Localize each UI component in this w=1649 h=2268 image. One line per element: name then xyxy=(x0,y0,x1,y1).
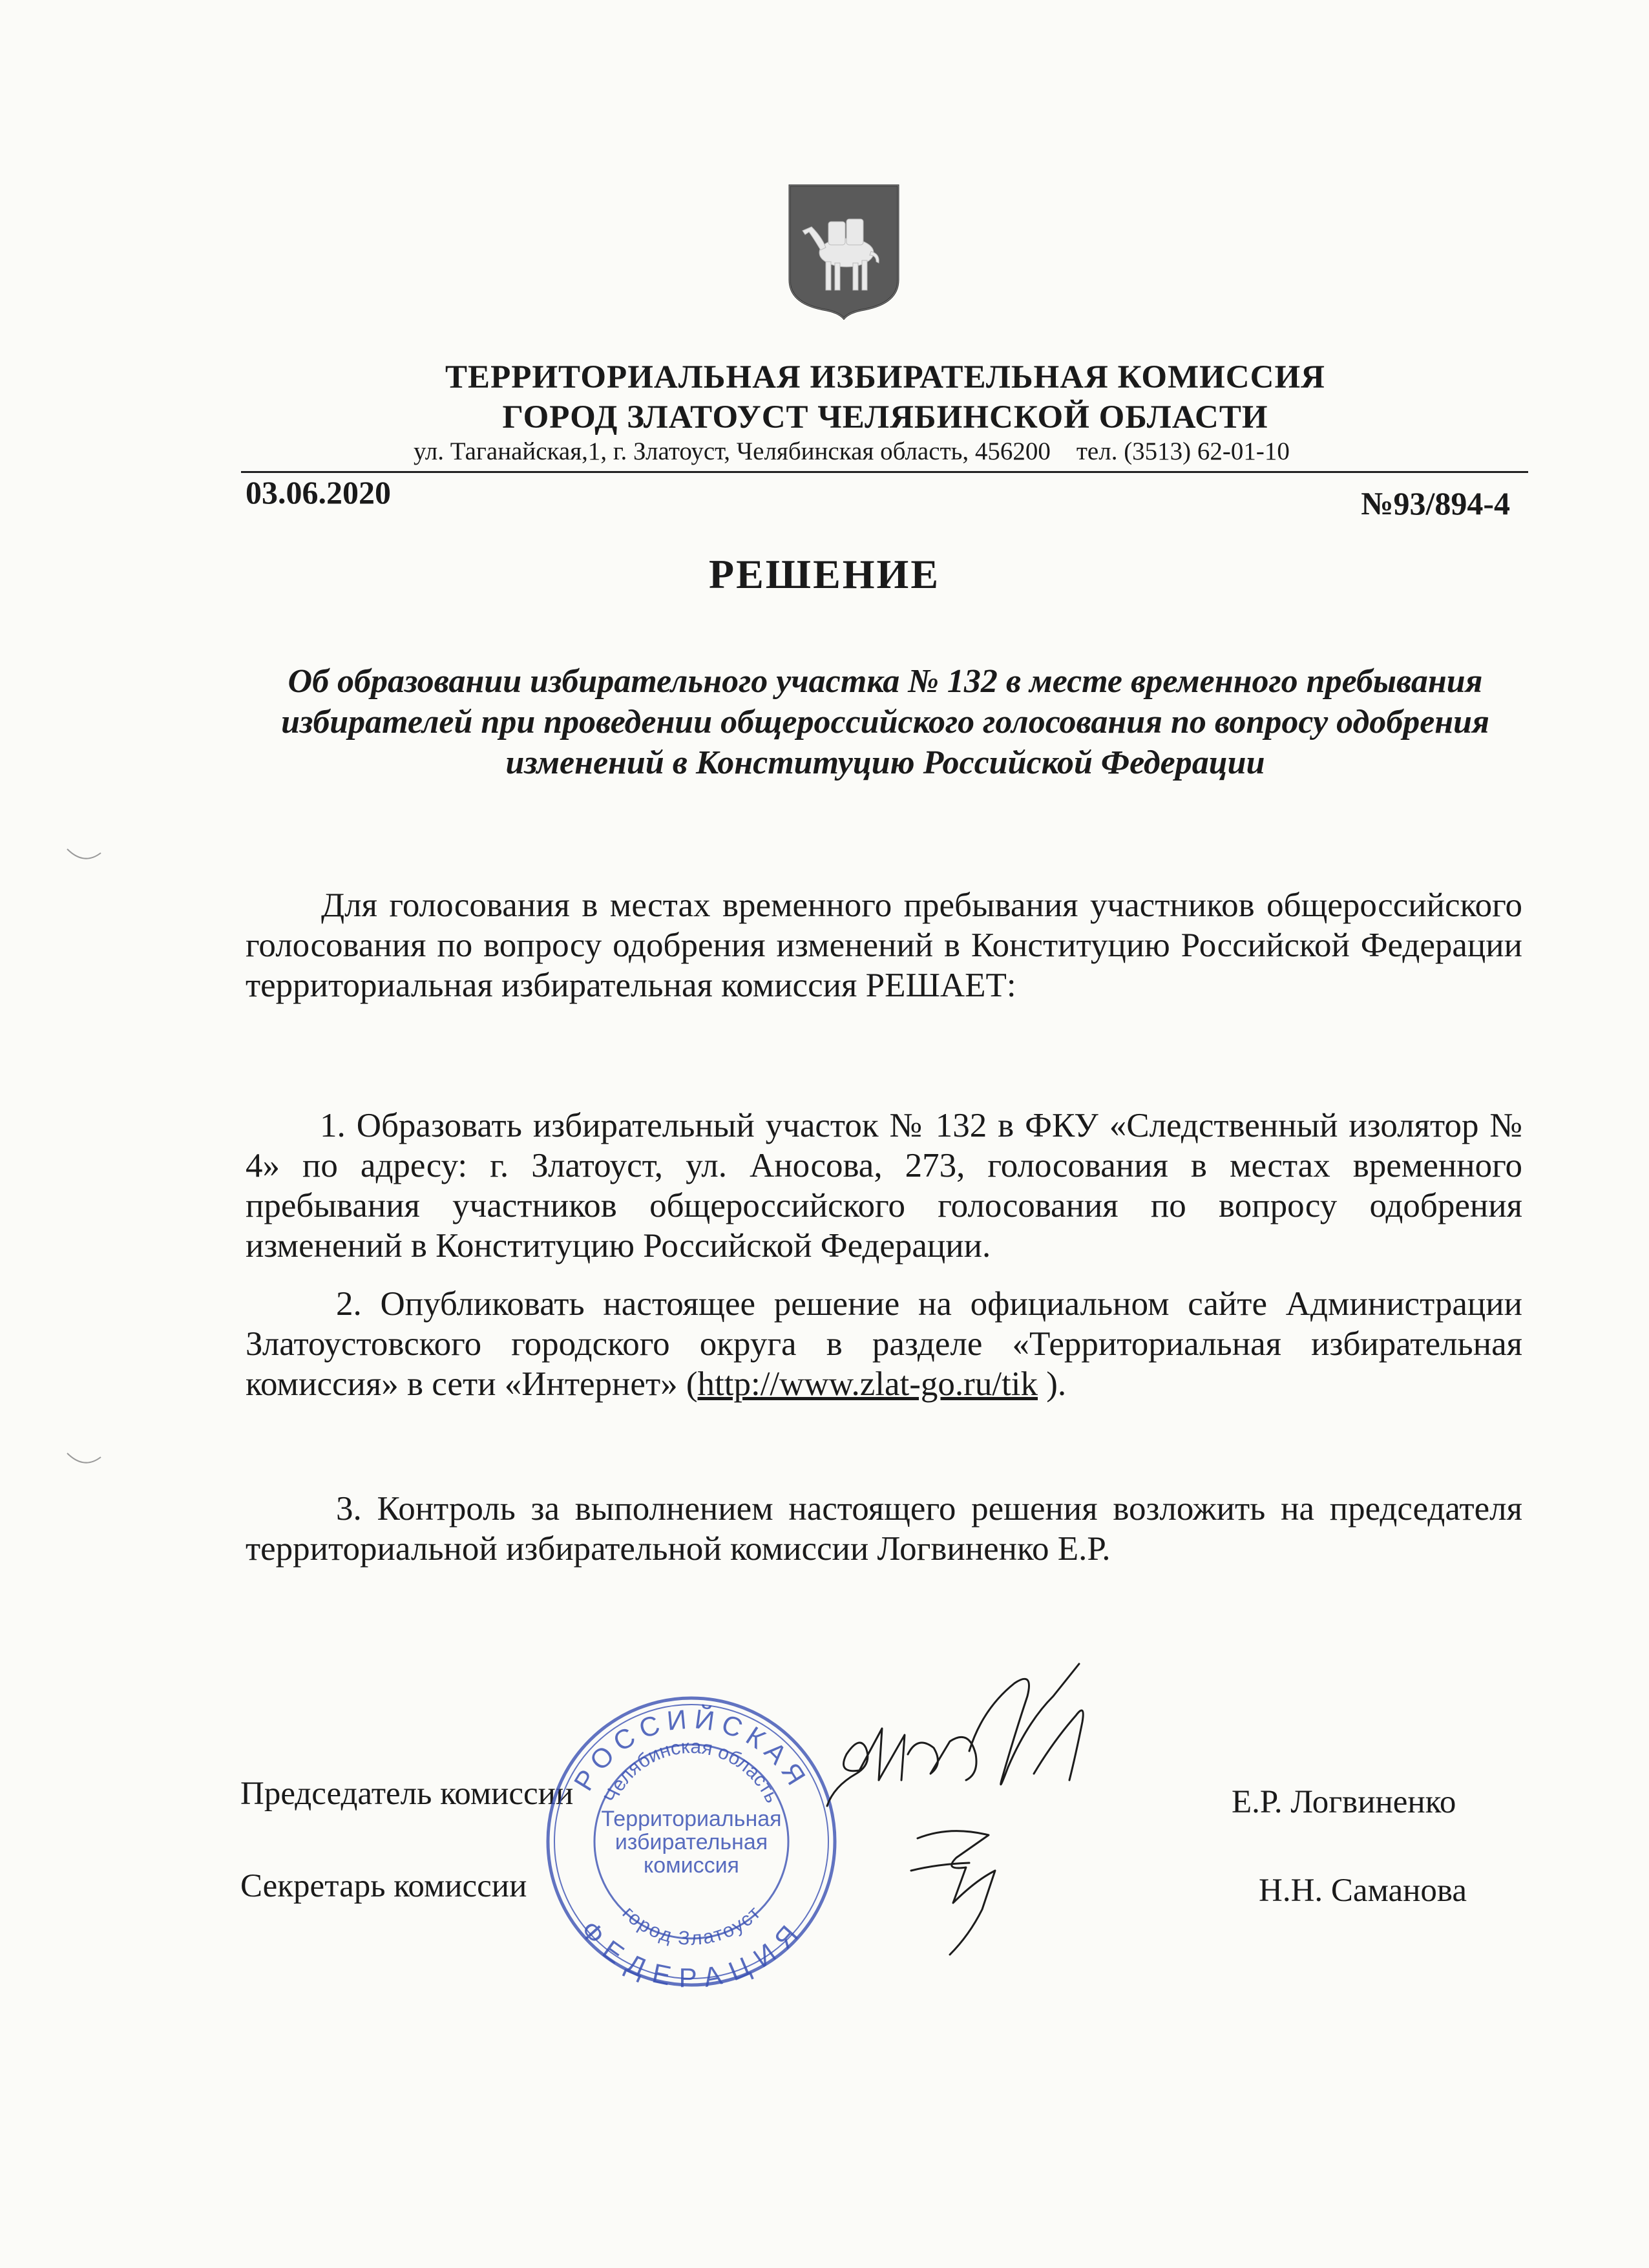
punch-hole-mark xyxy=(65,846,103,866)
item-2-text: 2. Опубликовать настоящее решение на официальном сайте Администрации Златоустовского городского округа в разделе «Территориальная избирательная комиссия» в сети «Интернет» ( xyxy=(246,1285,1522,1403)
stamp-center-3: комиссия xyxy=(644,1853,739,1878)
svg-text:город Златоуст xyxy=(618,1902,765,1949)
tik-link[interactable]: http://www.zlat-go.ru/tik xyxy=(697,1365,1038,1403)
stamp-center-2: избирательная xyxy=(614,1830,768,1854)
secretary-label: Секретарь комиссии xyxy=(240,1868,527,1904)
stamp-city: город Златоуст xyxy=(618,1902,765,1950)
secretary-name: Н.Н. Саманова xyxy=(1259,1873,1467,1909)
decision-date: 03.06.2020 xyxy=(246,474,391,510)
item-2-end: ). xyxy=(1038,1365,1067,1403)
header-rule xyxy=(241,471,1528,473)
camel-emblem-icon xyxy=(787,183,901,320)
commission-stamp xyxy=(533,1680,850,2003)
stamp-outer-bottom: ФЕДЕРАЦИЯ xyxy=(574,1915,808,1993)
punch-hole-mark xyxy=(65,1451,103,1470)
svg-text:ФЕДЕРАЦИЯ xyxy=(574,1915,808,1993)
handwritten-signatures xyxy=(821,1657,1131,1980)
address-text: ул. Таганайская,1, г. Златоуст, Челябинская область, 456200 xyxy=(414,437,1051,465)
phone-text: тел. (3513) 62-01-10 xyxy=(1076,437,1290,465)
org-name-line2: ГОРОД ЗЛАТОУСТ ЧЕЛЯБИНСКОЙ ОБЛАСТИ xyxy=(502,399,1268,436)
stamp-center-1: Территориальная xyxy=(601,1807,782,1831)
chair-name: Е.Р. Логвиненко xyxy=(1232,1784,1456,1820)
stamp-region: Челябинская область xyxy=(600,1736,783,1807)
decision-number: №93/894-4 xyxy=(1361,485,1510,521)
item-2 xyxy=(246,1284,1522,1404)
chair-label: Председатель комиссии xyxy=(240,1776,574,1812)
document-title: РЕШЕНИЕ xyxy=(709,551,940,597)
preamble: Для голосования в местах временного пребывания участников общероссийского голосования по вопросу одобрения изменений в Конституцию Российской Федерации территориальная избирательная комиссия РЕШАЕТ: xyxy=(246,887,1522,1004)
item-3: 3. Контроль за выполнением настоящего решения возложить на председателя территориальной избирательной комиссии Логвиненко Е.Р. xyxy=(246,1490,1522,1568)
document-subject: Об образовании избирательного участка № 132 в месте временного пребывания избирателей при проведении общероссийского голосования по вопросу одобрения изменений в Конституцию Российской Федерации xyxy=(281,663,1489,781)
org-name-line1: ТЕРРИТОРИАЛЬНАЯ ИЗБИРАТЕЛЬНАЯ КОМИССИЯ xyxy=(445,359,1325,395)
item-1: 1. Образовать избирательный участок № 132 в ФКУ «Следственный изолятор № 4» по адресу: г. Златоуст, ул. Аносова, 273, голосования в местах временного пребывания участников общероссийского голосования по вопросу одобрения изменений в Конституцию Российской Федерации. xyxy=(246,1107,1522,1265)
stamp-outer-top: РОССИЙСКАЯ xyxy=(567,1703,815,1796)
org-address xyxy=(414,437,1290,466)
